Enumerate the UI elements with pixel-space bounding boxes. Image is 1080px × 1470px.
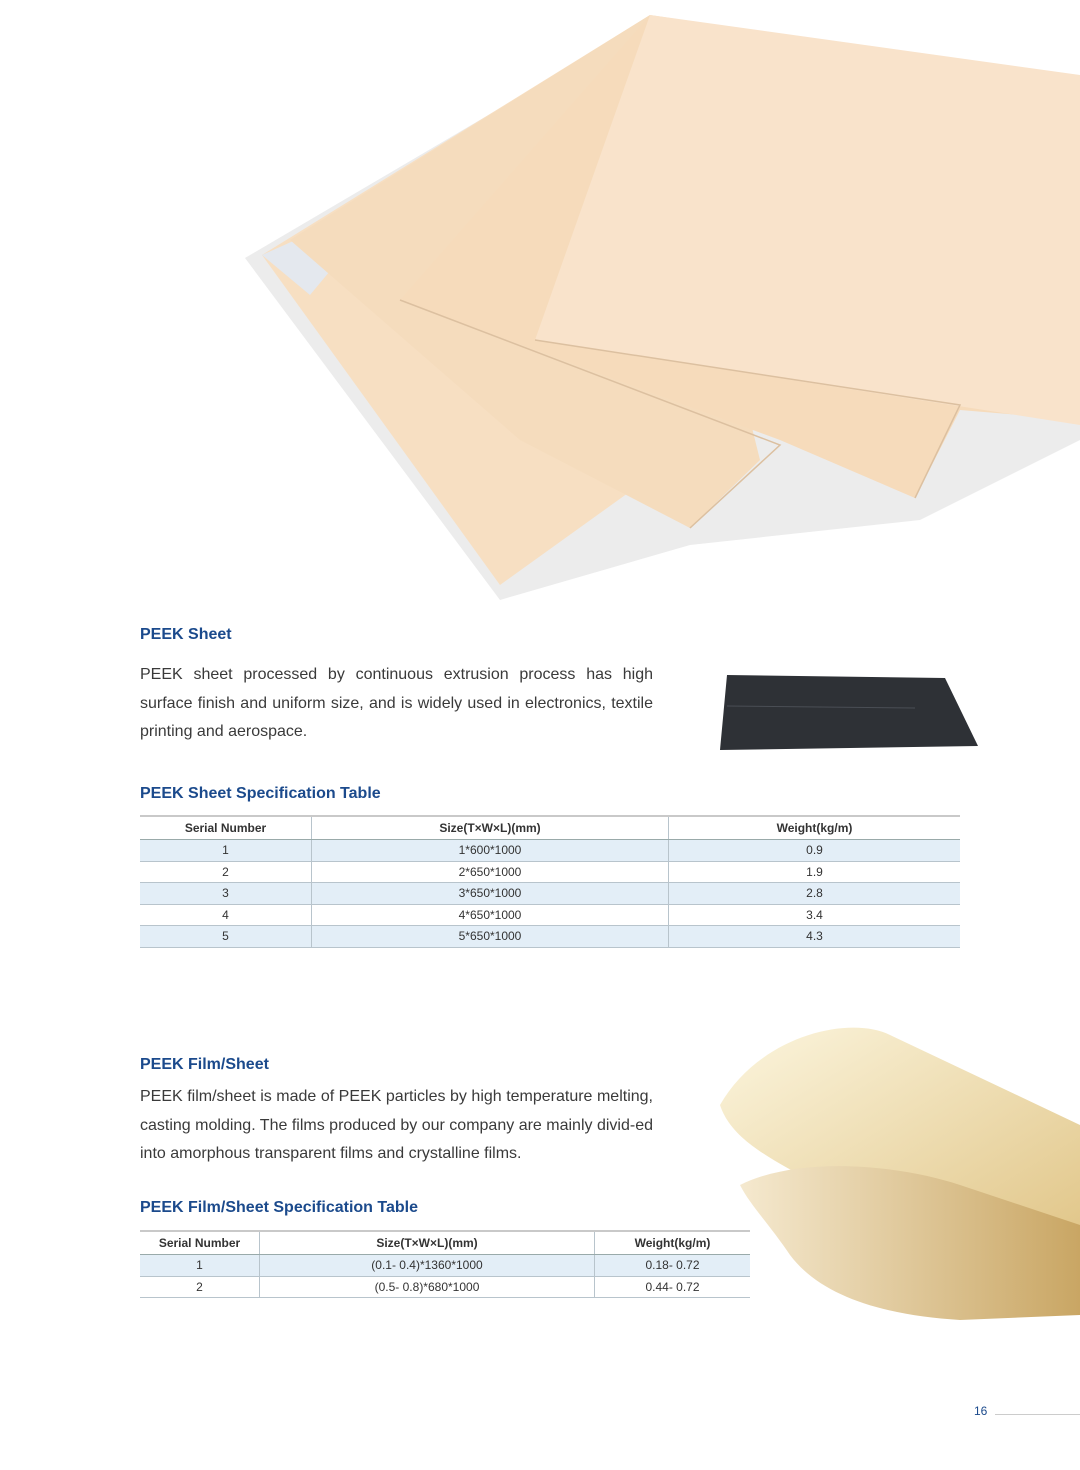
column-header: Size(T×W×L)(mm) [312, 816, 669, 840]
table-row [140, 1276, 750, 1298]
table-row [140, 883, 960, 905]
cell: (0.5- 0.8)*680*1000 [260, 1276, 595, 1298]
cell: 5*650*1000 [312, 926, 669, 948]
page-number-rule [995, 1414, 1080, 1415]
column-header: Weight(kg/m) [669, 816, 961, 840]
cell: 3*650*1000 [312, 883, 669, 905]
cell: 2 [140, 1276, 260, 1298]
cell: (0.1- 0.4)*1360*1000 [260, 1255, 595, 1277]
table-title-peek-film: PEEK Film/Sheet Specification Table [140, 1199, 418, 1216]
cell: 1.9 [669, 861, 961, 883]
table-row [140, 1255, 750, 1277]
column-header: Size(T×W×L)(mm) [260, 1231, 595, 1255]
table-header-row [140, 1231, 750, 1255]
black-peek-sheet-image [715, 670, 985, 755]
cell: 3.4 [669, 904, 961, 926]
table-row [140, 926, 960, 948]
cell: 3 [140, 883, 312, 905]
cell: 2.8 [669, 883, 961, 905]
cell: 2*650*1000 [312, 861, 669, 883]
cell: 0.18- 0.72 [595, 1255, 751, 1277]
peek-film-image [700, 1015, 1080, 1325]
section-title-peek-film: PEEK Film/Sheet [140, 1056, 269, 1073]
peek-film-spec-table [140, 1230, 750, 1298]
section-title-peek-sheet: PEEK Sheet [140, 626, 232, 643]
table-row [140, 861, 960, 883]
peek-sheet-spec-table [140, 815, 960, 948]
table-row [140, 904, 960, 926]
cell: 4 [140, 904, 312, 926]
peek-film-description: PEEK film/sheet is made of PEEK particles by high temperature melting, casting molding. The films produced by our company are mainly divid-ed into amorphous transparent films and crystalline films. [140, 1088, 653, 1162]
cell: 1*600*1000 [312, 840, 669, 862]
column-header: Weight(kg/m) [595, 1231, 751, 1255]
cell: 4*650*1000 [312, 904, 669, 926]
peek-sheet-description: PEEK sheet processed by continuous extrusion process has high surface finish and uniform size, and is widely used in electronics, textile printing and aerospace. [140, 666, 653, 740]
cell: 1 [140, 840, 312, 862]
cell: 1 [140, 1255, 260, 1277]
cell: 0.9 [669, 840, 961, 862]
cell: 0.44- 0.72 [595, 1276, 751, 1298]
column-header: Serial Number [140, 816, 312, 840]
peek-sheets-image [0, 0, 1080, 610]
cell: 4.3 [669, 926, 961, 948]
cell: 5 [140, 926, 312, 948]
table-row [140, 840, 960, 862]
page-number: 16 [974, 1404, 988, 1418]
column-header: Serial Number [140, 1231, 260, 1255]
table-title-peek-sheet: PEEK Sheet Specification Table [140, 785, 381, 802]
cell: 2 [140, 861, 312, 883]
table-header-row [140, 816, 960, 840]
